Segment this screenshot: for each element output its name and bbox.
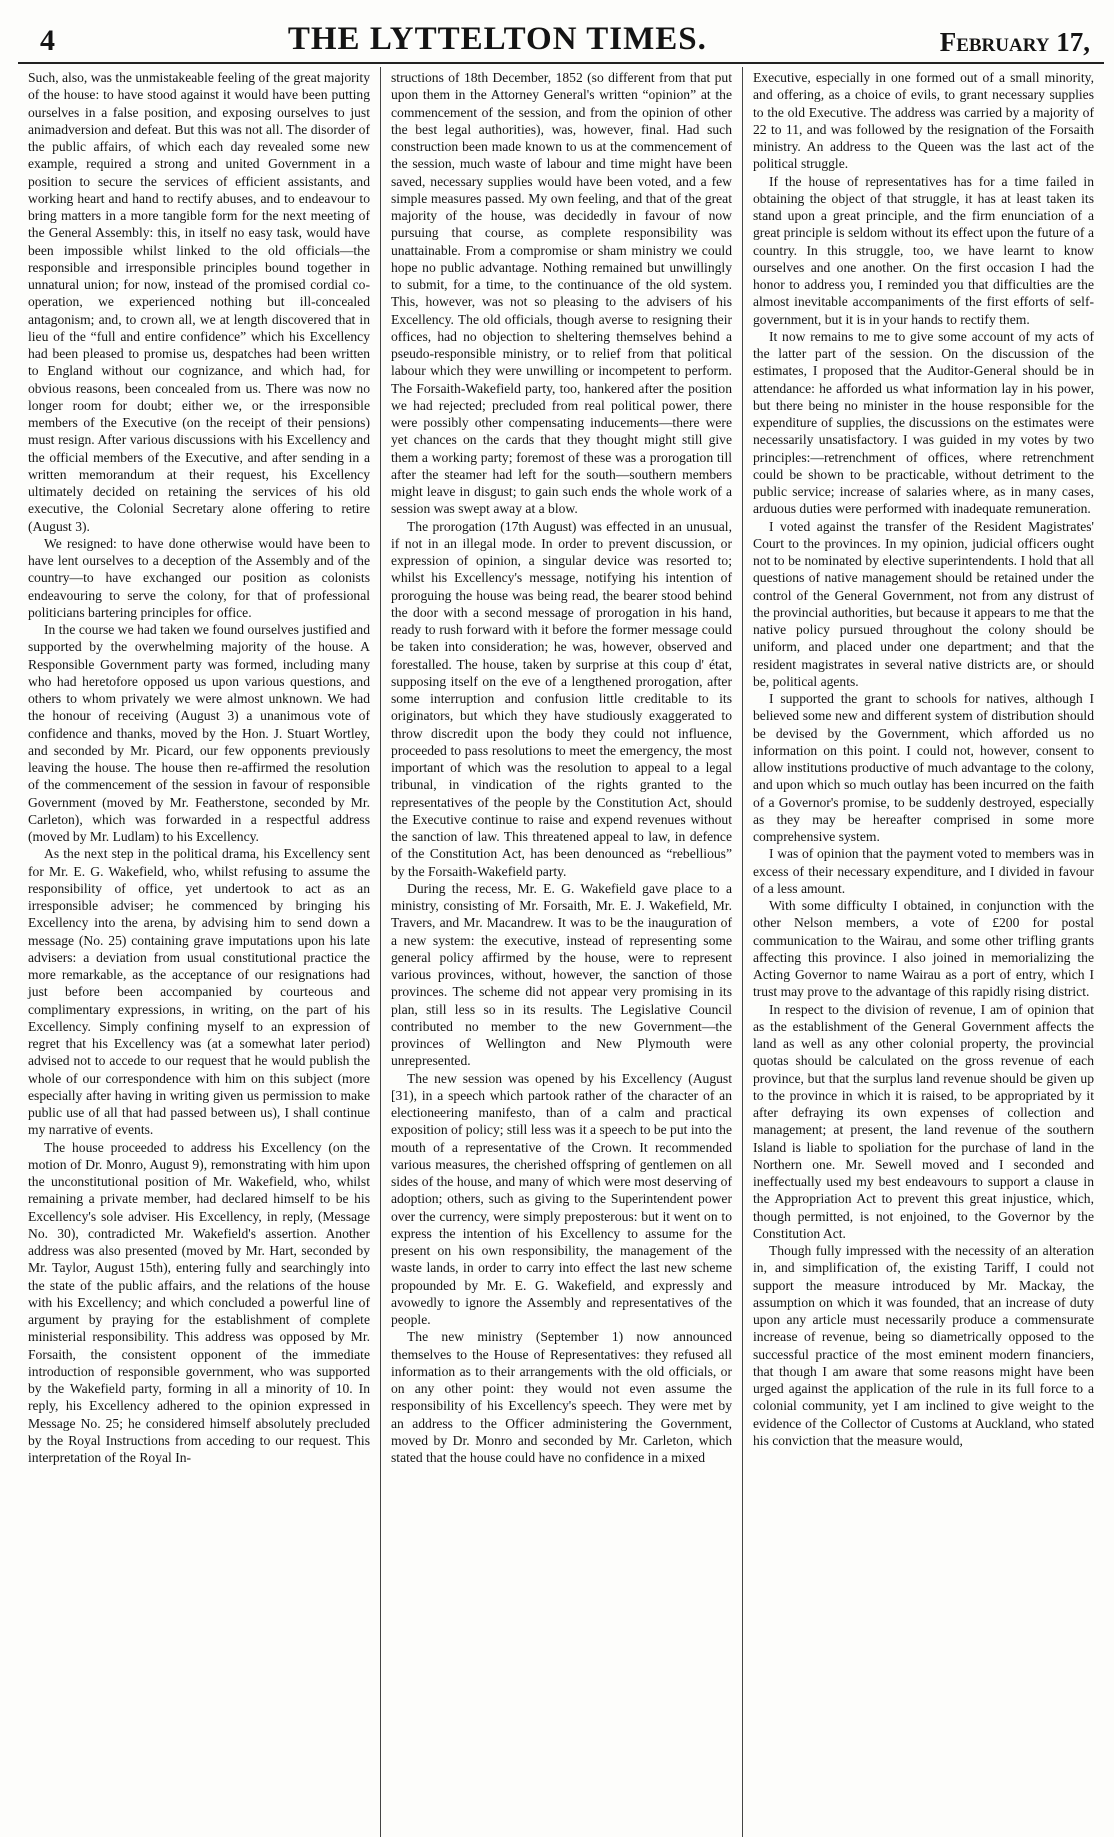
paragraph: With some difficulty I obtained, in conjunction with the other Nelson members, a vote of £200 for postal communication to the Wairau, and some other trifling grants affecting this province. I also joined in memorializing the Acting Governor to name Wairau as a port of entry, which I trust may prove to the advantage of this rapidly rising district. [753,898,1094,1000]
column-3 [742,67,1104,1837]
paragraph: The new session was opened by his Excellency (August [31), in a speech which partook rather of the character of an electioneering manifesto, than of a calm and practical exposition of policy; still less was it a speech to be put into the mouth of a representative of the Crown. It recommended various measures, the cherished offspring of gentlemen on all sides of the house, and many of which were most deserving of adoption; others, such as giving to the Superintendent power over the currency, were simply preposterous: but it went on to express the intention of his Excellency to assume for the present on his own responsibility, the management of the waste lands, in order to carry into effect the last new scheme propounded by Mr. E. G. Wakefield, and expressly and avowedly to ignore the Assembly and representatives of the people. [391,1070,732,1327]
paragraph: I voted against the transfer of the Resident Magistrates' Court to the provinces. In my opinion, judicial officers ought not to be nominated by elective superintendents. I hold that all questions of native management should be retained under the control of the General Government, not from any distrust of the provincial authorities, but because it appears to me that the native policy pursued throughout the colony should be uniform, and placed under one department; and that the resident magistrates in several native districts are, or should be, political agents. [753,518,1094,689]
article-columns [18,67,1104,1837]
paragraph: Though fully impressed with the necessity of an alteration in, and simplification of, the existing Tariff, I could not support the measure introduced by Mr. Mackay, the assumption on which it was founded, that an increase of duty upon any article must necessarily produce a commensurate increase of revenue, being so diametrically opposed to the successful practice of the most eminent modern financiers, that though I am aware that some reasons might have been urged against the application of the rule in its full force to a colonial community, yet I am inclined to give weight to the evidence of the Collector of Customs at Auckland, who stated his conviction that the measure would, [753,1243,1094,1448]
paragraph: Executive, especially in one formed out of a small minority, and offering, as a choice of evils, to grant necessary supplies to the old Executive. The address was carried by a majority of 22 to 11, and was followed by the resignation of the Forsaith ministry. An address to the Queen was the last act of the political struggle. [753,70,1094,172]
paragraph: The prorogation (17th August) was effected in an unusual, if not in an illegal mode. In order to prevent discussion, or expression of opinion, a singular device was resorted to; whilst his Excellency's message, notifying his intention of proroguing the house was being read, the bearer stood behind the door with a second message of prorogation in his hand, ready to rush forward with it before the former message could be taken into consideration; he was, however, observed and forestalled. The house, taken by surprise at this coup d' état, supposing itself on the eve of a lengthened prorogation, after some interruption and confusion little creditable to its originators, but which they have studiously exaggerated to throw discredit upon the body they could not influence, proceeded to pass resolutions to meet the emergency, the most important of which was the resolution to appeal to a legal tribunal, in vindication of the rights granted to the representatives of the people by the Constitution Act, should the Executive continue to raise and expend revenues without the sanction of law. This threatened appeal to law, in defence of the Constitution Act, has been denounced as “rebellious” by the Forsaith-Wakefield party. [391,518,732,879]
paragraph: It now remains to me to give some account of my acts of the latter part of the session. On the discussion of the estimates, I proposed that the Auditor-General should be in attendance: he afforded us what information lay in his power, but there being no minister in the house responsible for the expenditure of supplies, the discussions on the estimates were necessarily unsatisfactory. I was guided in my votes by two principles:—retrenchment of offices, where retrenchment could be shown to be practicable, without detriment to the public service; increase of salaries where, as in many cases, arduous duties were performed with inadequate remuneration. [753,328,1094,517]
issue-date: February 17, [939,27,1090,57]
masthead [18,0,1104,64]
paragraph: In respect to the division of revenue, I am of opinion that as the establishment of the General Government affects the land as well as any other colonial property, the provincial quotas should be calculated on the gross revenue of each province, but that the surplus land revenue should be given up to the province in which it is raised, to be appropriated by it after defraying its own expenses of collection and management; at present, the land revenue of the southern Island is liable to spoliation for the purchase of land in the Northern one. Mr. Sewell moved and I seconded and ineffectually used my best endeavours to support a clause in the Appropriation Act to prevent this great injustice, which, though permitted, is not enjoined, to the Governor by the Constitution Act. [753,1001,1094,1241]
column-2 [380,67,742,1837]
paragraph: I supported the grant to schools for natives, although I believed some new and different system of distribution should be devised by the Government, which afforded us no information on this point. I could not, however, consent to allow institutions productive of much advantage to the colony, and upon which so much outlay has been incurred on the faith of a Governor's promise, to be suddenly destroyed, especially as they may be hereafter comprised in some more comprehensive system. [753,691,1094,844]
newspaper-title: THE LYTTELTON TIMES. [287,21,707,57]
page-number: 4 [40,24,55,57]
paragraph: As the next step in the political drama, his Excellency sent for Mr. E. G. Wakefield, who, whilst refusing to assume the responsibility of office, yet undertook to act as an irresponsible adviser; he commenced by bringing his Excellency into the arena, by advising him to send down a message (No. 25) containing grave imputations upon his late advisers: a deviation from usual constitutional practice the more remarkable, as the acceptance of our resignations had just before been accompanied by courteous and complimentary expressions, in writing, on the part of his Excellency. Simply confining myself to an expression of regret that his Excellency was (at a somewhat later period) advised not to accede to our request that he would publish the whole of our correspondence with him on this subject (more especially after having in writing given us permission to make public use of all that had passed between us), I shall continue my narrative of events. [28,846,370,1138]
paragraph: The house proceeded to address his Excellency (on the motion of Dr. Monro, August 9), remonstrating with him upon the unconstitutional position of Mr. Wakefield, who, whilst remaining a private member, had declared himself to be his Excellency's sole adviser. His Excellency, in reply, (Message No. 30), contradicted Mr. Wakefield's assertion. Another address was also presented (moved by Mr. Hart, seconded by Mr. Taylor, August 15th), entering fully and searchingly into the state of the public affairs, and the relations of the house with his Excellency; and which concluded a powerful line of argument by praying for the establishment of complete ministerial responsibility. This address was opposed by Mr. Forsaith, the consistent opponent of the immediate introduction of responsible government, who was supported by the Wakefield party, forming in all a minority of 10. In reply, his Excellency adhered to the opinion expressed in Message No. 25; he considered himself absolutely precluded by the Royal Instructions from acceding to our request. This interpretation of the Royal In- [28,1139,370,1465]
paragraph: structions of 18th December, 1852 (so different from that put upon them in the Attorney General's written “opinion” at the commencement of the session, and from the opinion of other the best legal authorities), was, however, final. Had such construction been made known to us at the commencement of the session, much waste of labour and time might have been saved, necessary supplies would have been voted, and a few simple measures passed. My own feeling, and that of the great majority of the house, was decidedly in favour of now pursuing that course, as complete responsibility was unattainable. From a compromise or sham ministry we could hope no public advantage. Nothing remained but unwillingly to submit, for a time, to the continuance of the old system. This, however, was not so pleasing to the advisers of his Excellency. The old officials, though averse to resigning their offices, had no objection to sheltering themselves behind a pseudo-responsible ministry, or to relief from that political labour which they were unwilling or incompetent to perform. The Forsaith-Wakefield party, too, hankered after the position we had rejected; precluded from real political power, there were possibly other compensating inducements—there were yet chances on the cards that they thought might still give them a working party; foremost of these was a prorogation till after the steamer had left for the south—southern members might leave in disgust; to gain such ends the whole work of a session was swept away at a blow. [391,70,732,517]
paragraph: In the course we had taken we found ourselves justified and supported by the overwhelming majority of the house. A Responsible Government party was formed, including many who had heretofore opposed us upon various questions, and others to whom privately we were almost unknown. We had the honour of receiving (August 3) a unanimous vote of confidence and thanks, moved by the Hon. J. Stuart Wortley, and seconded by Mr. Picard, our few opponents previously leaving the house. The house then re-affirmed the resolution of the commencement of the session in favour of responsible Government (moved by Mr. Featherstone, seconded by Mr. Carleton), which was forwarded in a respectful address (moved by Mr. Ludlam) to his Excellency. [28,622,370,844]
column-1 [18,67,380,1837]
paragraph: We resigned: to have done otherwise would have been to have lent ourselves to a deception of the Assembly and of the country—to have exchanged our position as colonists endeavouring to serve the colony, for that of professional politicians bartering principles for office. [28,535,370,620]
paragraph: I was of opinion that the payment voted to members was in excess of their necessary expenditure, and I divided in favour of a less amount. [753,846,1094,896]
paragraph: The new ministry (September 1) now announced themselves to the House of Representatives: they refused all information as to their arrangements with the old officials, or on any other point: they would not even assume the responsibility of his Excellency's speech. They were met by an address to the Officer administering the Government, moved by Dr. Monro and seconded by Mr. Carleton, which stated that the house could have no confidence in a mixed [391,1329,732,1465]
paragraph: Such, also, was the unmistakeable feeling of the great majority of the house: to have stood against it would have been putting ourselves in a false position, and exposing ourselves to just animadversion and defeat. But this was not all. The disorder of the public affairs, of which each day revealed some new example, required a strong and united Government in a position to secure the services of efficient assistants, and working heart and hand to rectify abuses, and to endeavour to bring matters in a more tangible form for the next meeting of the General Assembly: this, in itself no easy task, would have been impossible whilst linked to the old officials—the responsible and irresponsible principles bound together in unnatural union; for now, instead of the promised cordial co-operation, we experienced nothing but ill-concealed antagonism; and, to crown all, we at length discovered that in lieu of the “full and entire confidence” which his Excellency had been pleased to promise us, despatches had been written to England without our cognizance, and which had, for obvious reasons, been concealed from us. There was now no longer room for doubt; either we, or the irresponsible members of the Executive (on the receipt of their pensions) must resign. After various discussions with his Excellency and the official members of the Executive, and after sending in a written memorandum at their request, his Excellency ultimately decided on retaining the services of his old executive, the Colonial Secretary alone offering to retire (August 3). [28,70,370,534]
paragraph: During the recess, Mr. E. G. Wakefield gave place to a ministry, consisting of Mr. Forsaith, Mr. E. J. Wakefield, Mr. Travers, and Mr. Macandrew. It was to be the inauguration of a new system: the executive, instead of representing some general policy affirmed by the house, were to represent various provinces, without, however, the sanction of those provinces. The scheme did not appear very promising in its plan, still less so in its results. The Legislative Council contributed no member to the new Government—the provinces of Wellington and New Plymouth were unrepresented. [391,880,732,1069]
paragraph: If the house of representatives has for a time failed in obtaining the object of that struggle, it has at least taken its stand upon a great principle, and the firm enunciation of a great principle is seldom without its effect upon the future of a country. In this struggle, too, we have learnt to know ourselves and one another. On the first occasion I had the honor to address you, I reminded you that difficulties are the almost inevitable accompaniments of the first efforts of self-government, but it is in your hands to rectify them. [753,173,1094,327]
